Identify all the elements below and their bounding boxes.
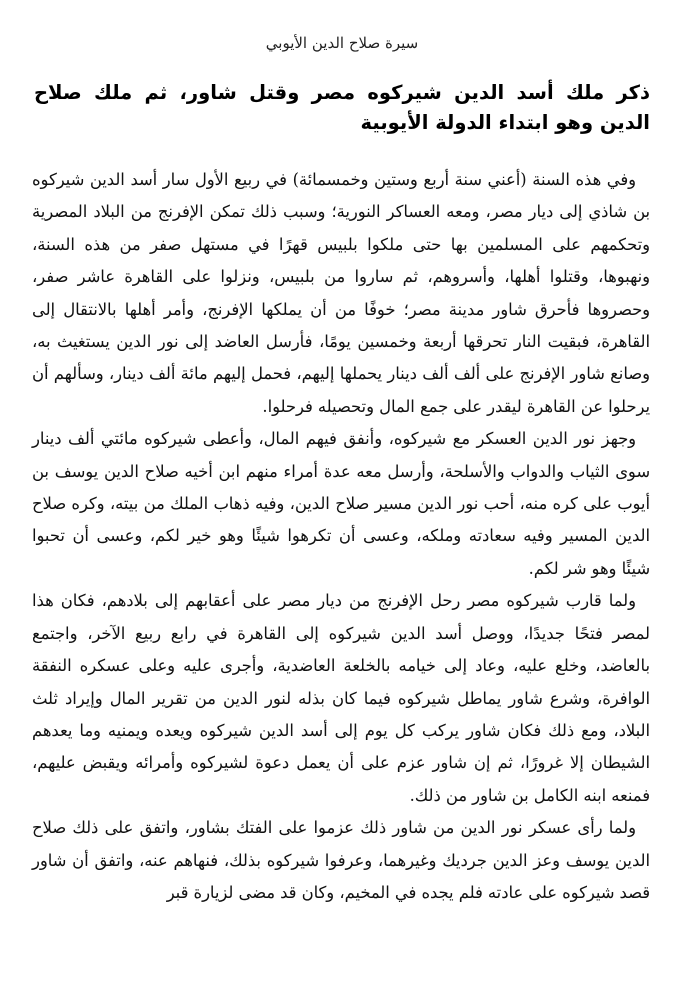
body-text (32, 164, 650, 909)
paragraph: ولما رأى عسكر نور الدين من شاور ذلك عزموا على الفتك بشاور، واتفق على ذلك صلاح الدين يوسف وعز الدين جرديك وغيرهما، وعرفوا شيركوه بذلك، فنهاهم عنه، واتفق أن شاور قصد شيركوه على عادته فلم يجده في المخيم، وكان قد مضى لزيارة قبر (32, 818, 650, 902)
paragraph: ولما قارب شيركوه مصر رحل الإفرنج من ديار مصر على أعقابهم إلى بلادهم، فكان هذا لمصر فتحًا جديدًا، ووصل أسد الدين شيركوه إلى القاهرة في رابع ربيع الآخر، واجتمع بالعاضد، وخلع عليه، وعاد إلى خيامه بالخلعة العاضدية، وأجرى عليه وعلى عسكره النفقة الوافرة، وشرع شاور يماطل شيركوه فيما كان بذله لنور الدين من تقرير المال وإيراد ثلث البلاد، ومع ذلك فكان شاور يركب كل يوم إلى أسد الدين شيركوه ويعده ويمنيه وما يعدهم الشيطان إلا غرورًا، ثم إن شاور عزم على أن يعمل دعوة لشيركوه وأمرائه ويقبض عليهم، فمنعه ابنه الكامل بن شاور من ذلك. (32, 591, 650, 805)
paragraph: وجهز نور الدين العسكر مع شيركوه، وأنفق فيهم المال، وأعطى شيركوه مائتي ألف دينار سوى الثياب والدواب والأسلحة، وأرسل معه عدة أمراء منهم ابن أخيه صلاح الدين يوسف بن أيوب على كره منه، أحب نور الدين مسير صلاح الدين، وفيه ذهاب الملك من بيته، وكره صلاح الدين المسير وفيه سعادته وملكه، وعسى أن تكرهوا شيئًا وهو خير لكم، وعسى أن تحبوا شيئًا وهو شر لكم. (32, 429, 650, 578)
paragraph: وفي هذه السنة (أعني سنة أربع وستين وخمسمائة) في ربيع الأول سار أسد الدين شيركوه بن شاذي إلى ديار مصر، ومعه العساكر النورية؛ وسبب ذلك تمكن الإفرنج من البلاد المصرية وتحكمهم على المسلمين بها حتى ملكوا بلبيس قهرًا في مستهل صفر من هذه السنة، ونهبوها، وقتلوا أهلها، وأسروهم، ثم ساروا من بلبيس، ونزلوا على القاهرة عاشر صفر، وحصروها فأحرق شاور مدينة مصر؛ خوفًا من أن يملكها الإفرنج، وأمر أهلها بالانتقال إلى القاهرة، فبقيت النار تحرقها أربعة وخمسين يومًا، فأرسل العاضد إلى نور الدين يستغيث به، وصانع شاور الإفرنج على ألف ألف دينار يحملها إليهم، فحمل إليهم مائة ألف دينار، وسألهم أن يرحلوا عن القاهرة ليقدر على جمع المال وتحصيله فرحلوا. (32, 170, 650, 416)
chapter-title: ذكر ملك أسد الدين شيركوه مصر وقتل شاور، ثم ملك صلاح الدين وهو ابتداء الدولة الأيوبية (34, 81, 650, 134)
running-header: سيرة صلاح الدين الأيوبي (265, 34, 419, 52)
